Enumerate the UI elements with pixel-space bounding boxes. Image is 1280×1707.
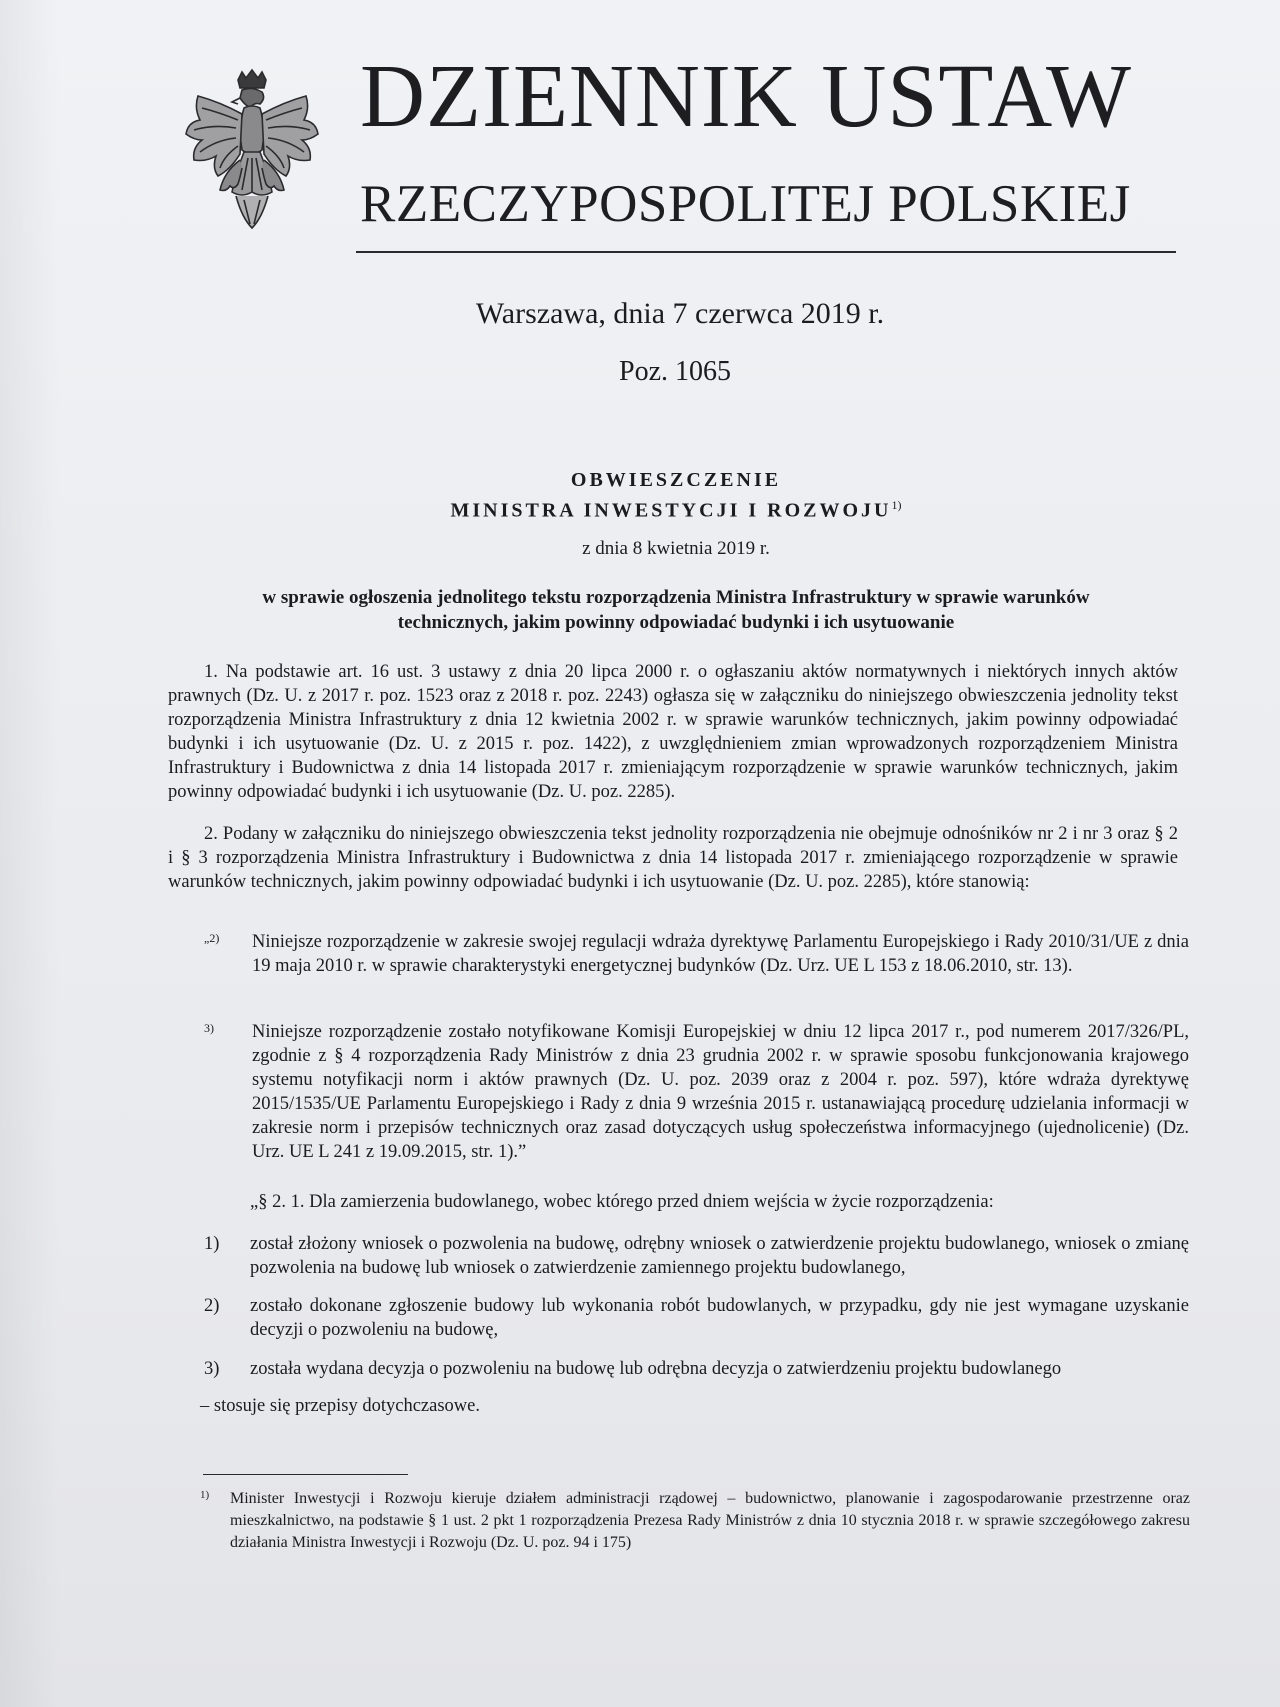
act-subject: w sprawie ogłoszenia jednolitego tekstu rozporządzenia Ministra Infrastruktury w sprawie warunków technicznych, jakim powinny odpowiadać budynki i ich usytuowanie	[262, 587, 1090, 633]
act-type: OBWIESZCZENIE	[570, 469, 782, 491]
list-item	[204, 1357, 1189, 1381]
place-date: Warszawa, dnia 7 czerwca 2019 r.	[475, 297, 885, 330]
act-date: z dnia 8 kwietnia 2019 r.	[582, 538, 770, 559]
list-item-number: 1)	[204, 1234, 220, 1254]
list-item	[204, 1232, 1189, 1280]
act-author-text: MINISTRA INWESTYCJI I ROZWOJU	[450, 499, 892, 522]
quoted-footnote-3	[204, 1020, 1189, 1164]
closing-clause: – stosuje się przepisy dotychczasowe.	[200, 1396, 480, 1416]
section-2-intro: „§ 2. 1. Dla zamierzenia budowlanego, wobec którego przed dniem wejścia w życie rozporządzenia:	[250, 1192, 994, 1212]
list-item-number: 3)	[204, 1359, 220, 1379]
quoted-footnote-3-marker: 3)	[204, 1021, 214, 1035]
paragraph-2: 2. Podany w załączniku do niniejszego obwieszczenia tekst jednolity rozporządzenia nie obejmuje odnośników nr 2 i nr 3 oraz § 2 i § 3 rozporządzenia Ministra Infrastruktury i Budownictwa z dnia 14 listopada 2017 r. zmieniającego rozporządzenie w sprawie warunków technicznych, jakim powinny odpowiadać budynki i ich usytuowanie (Dz. U. poz. 2285), które stanowią:	[168, 824, 1178, 892]
quoted-footnote-2-marker: „2)	[204, 931, 220, 945]
position-number: Poz. 1065	[619, 356, 731, 387]
quoted-footnote-3-text: Niniejsze rozporządzenie zostało notyfikowane Komisji Europejskiej w dniu 12 lipca 2017 r., pod numerem 2017/326/PL, zgodnie z § 4 rozporządzenia Rady Ministrów z dnia 23 grudnia 2002 r. w sprawie sposobu funkcjonowania krajowego systemu notyfikacji norm i aktów prawnych (Dz. U. poz. 2039 oraz z 2004 r. poz. 597), które wdraża dyrektywę 2015/1535/UE Parlamentu Europejskiego i Rady z dnia 9 września 2015 r. ustanawiającą procedurę udzielania informacji w zakresie norm i przepisów technicznych oraz zasad dotyczących usług społeczeństwa informacyjnego (ujednolicenie) (Dz. Urz. UE L 241 z 19.09.2015, str. 1).”	[252, 1022, 1189, 1162]
quoted-footnote-2	[204, 930, 1189, 978]
header-divider	[356, 251, 1176, 253]
footnote-divider	[203, 1474, 408, 1475]
quoted-footnote-2-text: Niniejsze rozporządzenie w zakresie swojej regulacji wdraża dyrektywę Parlamentu Europejskiego i Rady 2010/31/UE z dnia 19 maja 2010 r. w sprawie charakterystyki energetycznej budynków (Dz. Urz. UE L 153 z 18.06.2010, str. 13).	[252, 932, 1189, 976]
polish-eagle-icon	[180, 68, 325, 233]
list-item-text: została wydana decyzja o pozwoleniu na budowę lub odrębna decyzja o zatwierdzeniu projektu budowlanego	[250, 1359, 1062, 1379]
footnote-1-text: Minister Inwestycji i Rozwoju kieruje działem administracji rządowej – budownictwo, planowanie i zagospodarowanie przestrzenne oraz mieszkalnictwo, na podstawie § 1 ust. 2 pkt 1 rozporządzenia Prezesa Rady Ministrów z dnia 10 stycznia 2018 r. w sprawie szczegółowego zakresu działania Ministra Inwestycji i Rozwoju (Dz. U. poz. 94 i 175)	[230, 1490, 1190, 1551]
journal-subtitle: RZECZYPOSPOLITEJ POLSKIEJ	[360, 175, 1131, 233]
footnote-1-marker: 1)	[200, 1489, 210, 1501]
list-item-number: 2)	[204, 1296, 220, 1316]
list-item-text: został złożony wniosek o pozwolenia na budowę, odrębny wniosek o zatwierdzenie projektu budowlanego, wniosek o zmianę pozwolenia na budowę lub wniosek o zatwierdzenie zamiennego projektu budowlanego,	[250, 1234, 1189, 1278]
paragraph-1: 1. Na podstawie art. 16 ust. 3 ustawy z dnia 20 lipca 2000 r. o ogłaszaniu aktów normatywnych i niektórych innych aktów prawnych (Dz. U. z 2017 r. poz. 1523 oraz z 2018 r. poz. 2243) ogłasza się w załączniku do niniejszego obwieszczenia jednolity tekst rozporządzenia Ministra Infrastruktury z dnia 12 kwietnia 2002 r. w sprawie warunków technicznych, jakim powinny odpowiadać budynki i ich usytuowanie (Dz. U. z 2015 r. poz. 1422), z uwzględnieniem zmian wprowadzonych rozporządzeniem Ministra Infrastruktury i Budownictwa z dnia 14 listopada 2017 r. zmieniającym rozporządzenie w sprawie warunków technicznych, jakim powinny odpowiadać budynki i ich usytuowanie (Dz. U. poz. 2285).	[168, 662, 1178, 802]
list-item	[204, 1294, 1189, 1342]
journal-title: DZIENNIK USTAW	[360, 47, 1132, 146]
act-author-footnote-ref: 1)	[891, 498, 902, 512]
act-author	[0, 498, 1280, 523]
list-item-text: zostało dokonane zgłoszenie budowy lub wykonania robót budowlanych, w przypadku, gdy nie jest wymagane uzyskanie decyzji o pozwoleniu na budowę,	[250, 1296, 1189, 1340]
footnote-1	[200, 1488, 1190, 1554]
